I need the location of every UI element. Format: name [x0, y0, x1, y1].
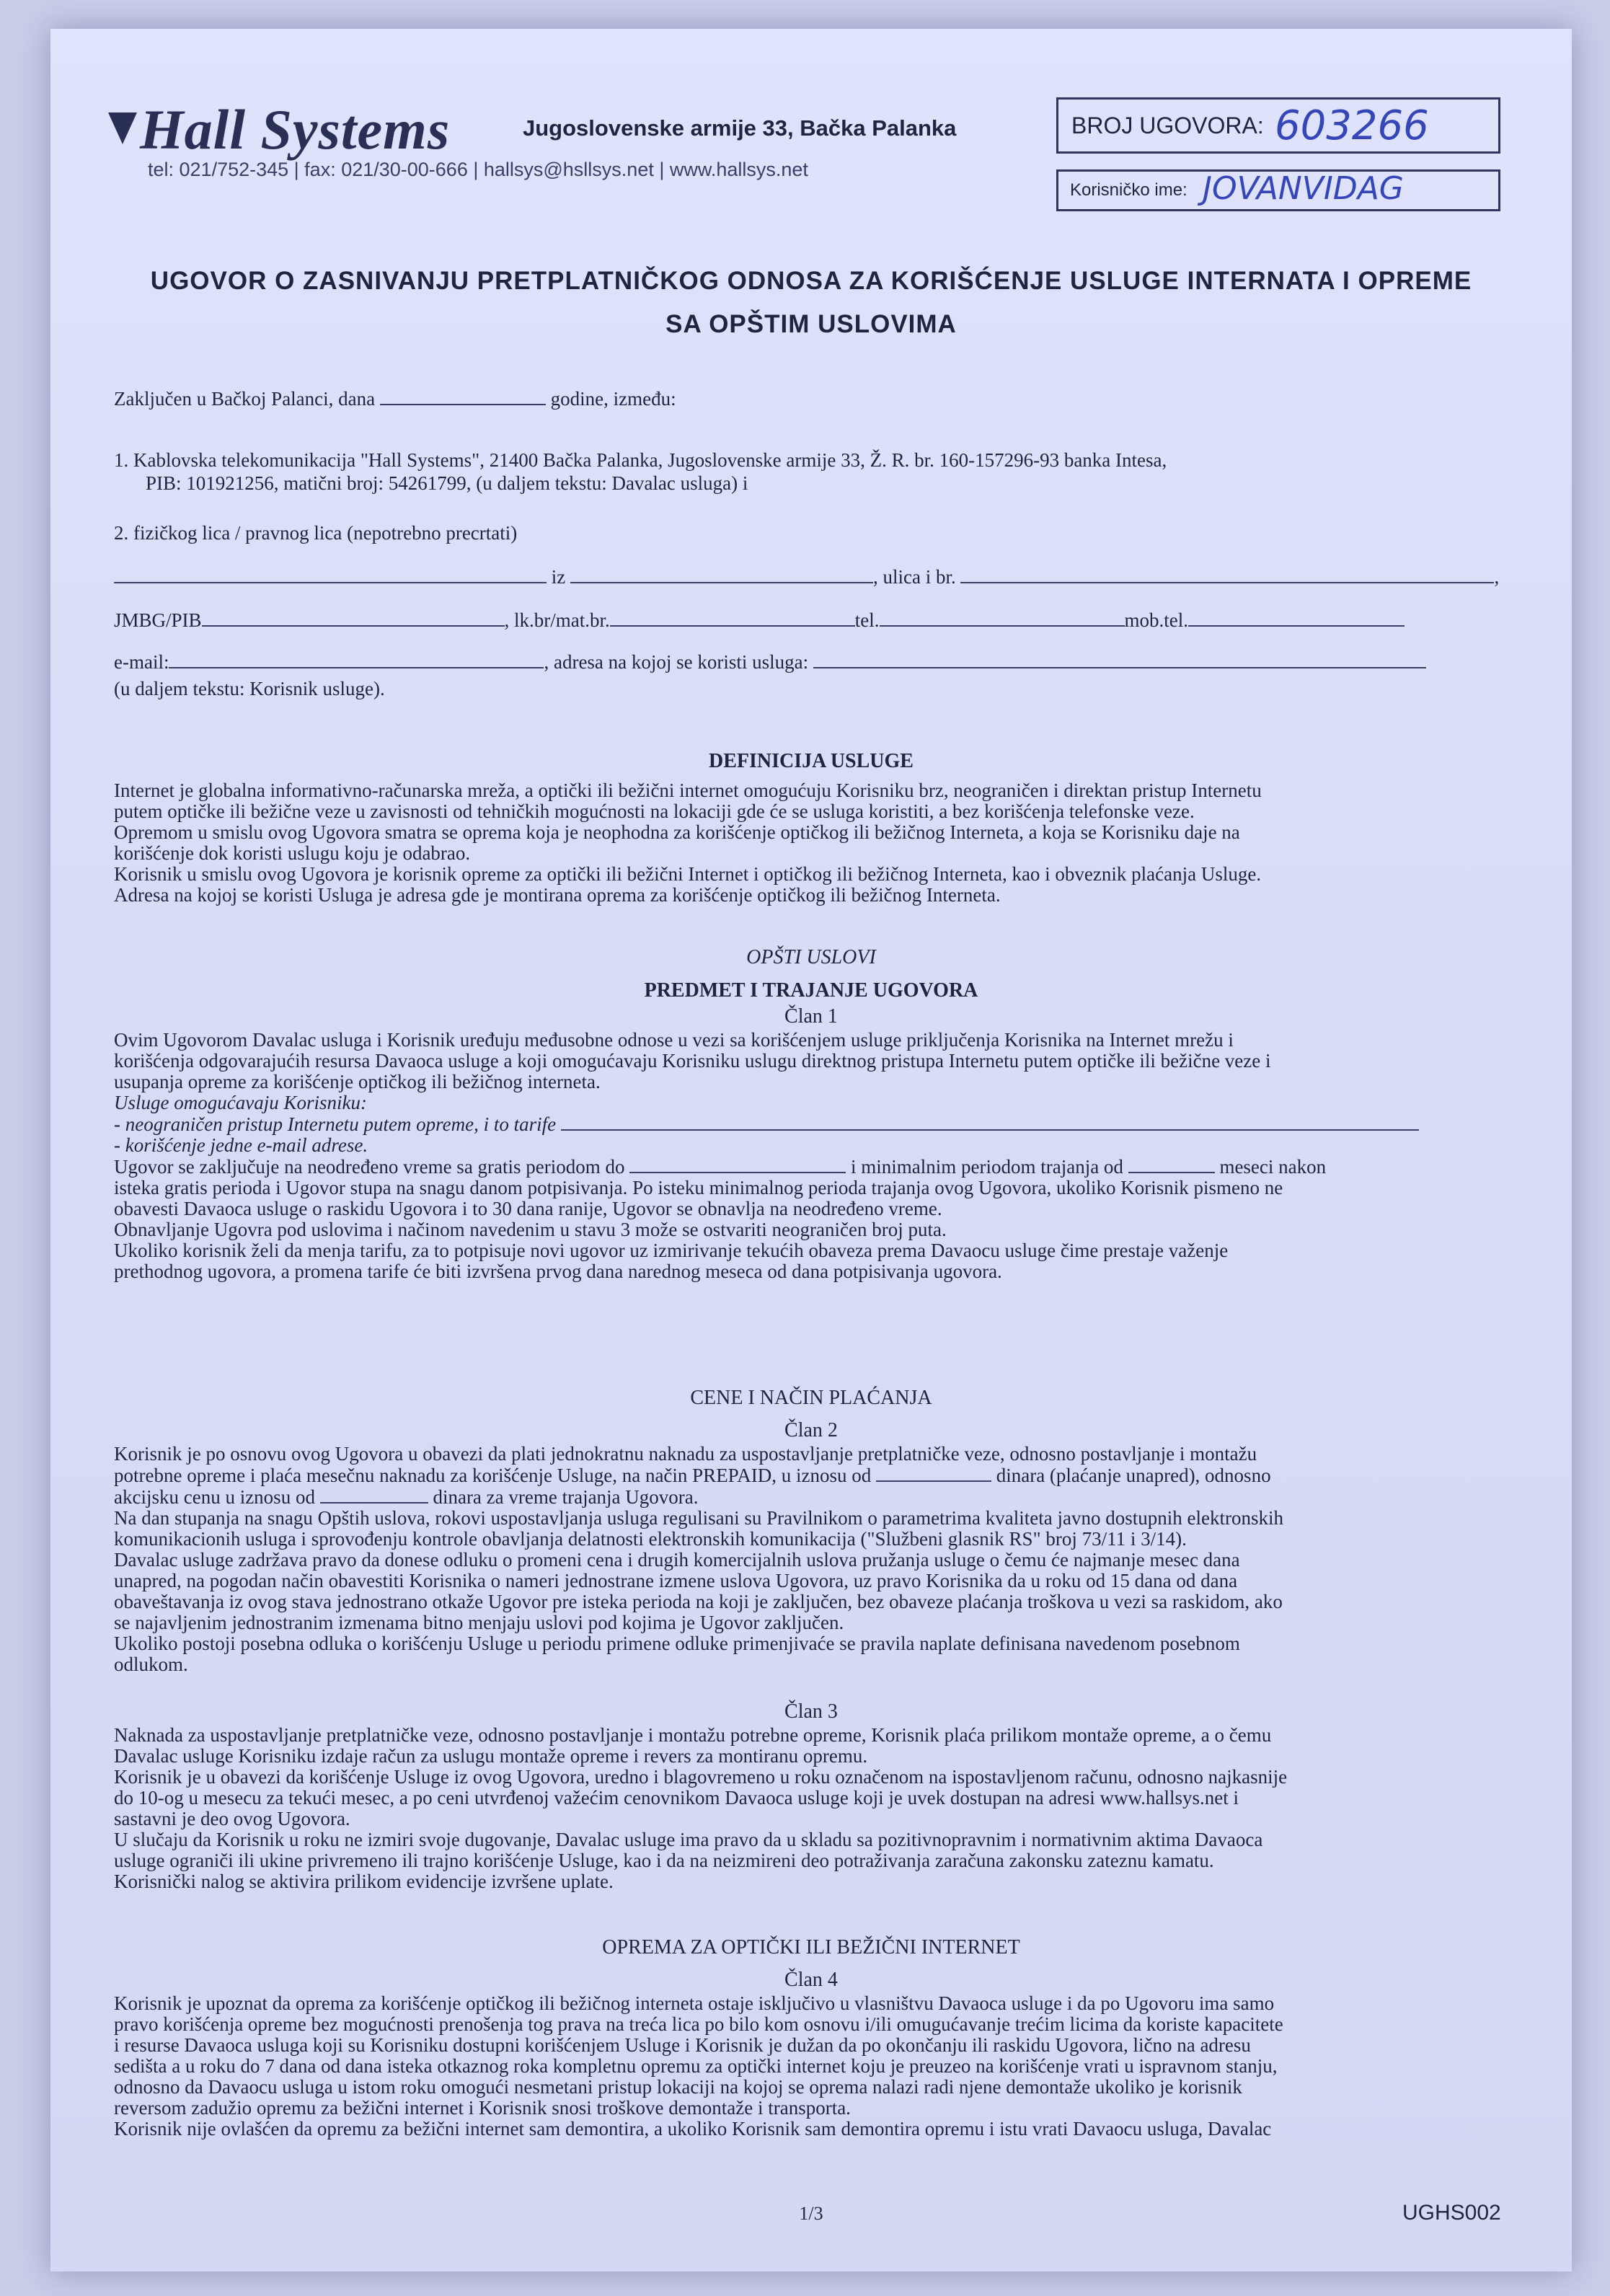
clan2-action-price-line: akcijsku cenu u iznosu od dinara za vreme trajanja Ugovora.	[114, 1486, 699, 1508]
predmet-heading: PREDMET I TRAJANJE UGOVORA	[644, 979, 978, 1002]
clan4-line: pravo korišćenja opreme bez mogućnosti prenošenja tog prava na treća lica po bilo kom osnovu i/ili omugućavanje trećim licima da koriste kapacitete	[114, 2013, 1283, 2035]
clan3-text	[114, 1725, 1520, 1892]
clan1-line: isteka gratis perioda i Ugovor stupa na snagu danom potpisivanja. Po isteku minimalnog perioda trajanja ovog Ugovora, ukoliko Korisnik pismeno ne	[114, 1177, 1283, 1198]
clan4-line: Korisnik nije ovlašćen da opremu za bežični internet sam demontira, a ukoliko Korisnik sam demontira opremu i istu vrati Davaocu usluga, Davalac	[114, 2118, 1272, 2140]
clan1-line: Ovim Ugovorom Davalac usluga i Korisnik uređuju međusobne odnose u vezi sa korišćenjem usluge priključenja Korisnika na Internet mrežu i	[114, 1029, 1234, 1051]
clan2-line: Davalac usluge zadržava pravo da donese odluku o promeni cena i drugih komercijalnih uslova pružanja usluge o čemu će najmanje mesec dana	[114, 1549, 1240, 1571]
page-number: 1/3	[799, 2203, 823, 2224]
contract-number-label: BROJ UGOVORA:	[1071, 112, 1264, 138]
bullet-email: - korišćenje jedne e-mail adrese.	[114, 1134, 368, 1156]
username-box	[1056, 169, 1500, 211]
omogucavaju-line: Usluge omogućavaju Korisniku:	[114, 1092, 367, 1113]
username-label: Korisničko ime:	[1070, 180, 1187, 200]
definicija-text	[114, 780, 1520, 906]
clan3-line: Korisnički nalog se aktivira prilikom evidencije izvršene uplate.	[114, 1871, 614, 1892]
address-fields-line: iz , ulica i br. ,	[114, 566, 1499, 588]
definicija-line: Korisnik u smislu ovog Ugovora je korisnik opreme za optički ili bežični Internet i optičkog ili bežičnog Interneta, kao i obveznik plaćanja Usluge.	[114, 863, 1262, 885]
clan2-line: odlukom.	[114, 1653, 188, 1675]
clan2-text	[114, 1444, 1520, 1675]
clan1-line: prethodnog ugovora, a promena tarife će biti izvršena prvog dana narednog meseca od dana potpisivanja ugovora.	[114, 1260, 1002, 1282]
cene-heading: CENE I NAČIN PLAĆANJA	[690, 1387, 932, 1409]
definicija-line: putem optičke ili bežične veze u zavisnosti od tehničkih mogućnosti na lokaciji gde će se usluga koristiti, a bez korišćenja telefonske veze.	[114, 800, 1195, 822]
clan1-line: korišćenja odgovarajućih resursa Davaoca usluge a koji omogućavaju Korisniku uslugu direktnog pristupa Internetu putem optičke ili bežične veze i	[114, 1050, 1271, 1072]
clan1-label: Član 1	[784, 1005, 838, 1028]
clan1-line: Obnavljanje Ugovra pod uslovima i načinom navedenim u stavu 3 može se ostvariti neograničen broj puta.	[114, 1219, 947, 1240]
clan2-line: komunikacionih usluga i sprovođenju kontrole obavljanja delatnosti elektronskih komunikacija ("Službeni glasnik RS" broj 73/11 i 3/14).	[114, 1528, 1187, 1550]
clan2-line: se najavljenim jednostranim izmenama bitno menjaju uslovi pod kojima je Ugovor zaključen.	[114, 1612, 844, 1633]
clan1-line: Ukoliko korisnik želi da menja tarifu, za to potpisuje novi ugovor uz izmirivanje tekućih obaveza prema Davaocu usluge čime prestaje važenje	[114, 1240, 1229, 1261]
gratis-line: Ugovor se zaključuje na neodređeno vreme sa gratis periodom do i minimalnim periodom trajanja od meseci nakon	[114, 1156, 1327, 1178]
document-code: UGHS002	[1402, 2201, 1501, 2225]
clan3-line: do 10-og u mesecu za tekući mesec, a po ceni utvrđenoj važećim cenovnikom Davaoca usluge koji je uvek dostupan na adresi www.hallsys.net i	[114, 1787, 1239, 1809]
contract-number-value: 603266	[1275, 102, 1429, 149]
clan3-line: U slučaju da Korisnik u roku ne izmiri svoje dugovanje, Davalac usluge ima pravo da u skladu sa pozitivnopravnim i normativnim aktima Davaoca	[114, 1829, 1263, 1850]
email-fields-line: e-mail: , adresa na kojoj se koristi usluga:	[114, 651, 1426, 674]
clan4-line: odnosno da Davaocu usluga u istom roku omogući nesmetani pristup lokaciji na kojoj se oprema nalazi radi njene demontaže ukoliko je korisnik	[114, 2076, 1242, 2098]
clan3-line: usluge ograniči ili ukine privremeno ili trajno korišćenje Usluge, kao i da na neizmireni deo potraživanja zaračuna zakonsku zateznu kamatu.	[114, 1850, 1214, 1871]
clan3-line: Naknada za uspostavljanje pretplatničke veze, odnosno postavljanje i montažu potrebne opreme, Korisnik plaća prilikom montaže opreme, a o čemu	[114, 1724, 1272, 1746]
clan4-line: Korisnik je upoznat da oprema za korišćenje optičkog ili bežičnog interneta ostaje isključivo u vlasništvu Davaoca usluge i da po Ugovoru ima samo	[114, 1992, 1275, 2014]
clan2-line: unapred, na pogodan način obavestiti Korisnika o nameri jednostrane izmene uslova Ugovora, uz pravo Korisnika da u roku od 15 dana od dana	[114, 1570, 1238, 1591]
bullet-tarife: - neograničen pristup Internetu putem opreme, i to tarife	[114, 1113, 1520, 1135]
clan4-line: reversom zadužio opremu za bežični internet i Korisnik snosi troškove demontaže i transporta.	[114, 2097, 851, 2119]
clan4-line: i resurse Davaoca usluga koji su Korisniku dostupni korišćenjem Usluge i Korisnik je dužan da po okončanju ili raskidu Ugovora, lično na adresu	[114, 2034, 1251, 2056]
logo-triangle-icon	[108, 112, 137, 144]
clan1-text	[114, 1030, 1520, 1282]
clan1-line: obavesti Davaoca usluge o raskidu Ugovora i to 30 dana ranije, Ugovor se obnavlja na neodređeno vreme.	[114, 1198, 942, 1219]
clan1-line: usupanja opreme za korišćenje optičkog ili bežičnog interneta.	[114, 1071, 601, 1092]
clan2-label: Član 2	[784, 1419, 838, 1441]
clan4-text	[114, 1993, 1520, 2140]
clan4-label: Član 4	[784, 1969, 838, 1991]
definicija-line: Internet je globalna informativno-računarska mreža, a optički ili bežični internet omogućuju Korisniku brz, neograničen i direktan pristup Internetu	[114, 780, 1262, 801]
clan2-line: Korisnik je po osnovu ovog Ugovora u obavezi da plati jednokratnu naknadu za uspostavljanje pretplatničke veze, odnosno postavljanje i montažu	[114, 1443, 1257, 1465]
clan3-line: Davalac usluge Korisniku izdaje račun za uslugu montaže opreme i revers za montiranu opremu.	[114, 1745, 868, 1767]
id-fields-line: JMBG/PIB , lk.br/mat.br. tel. mob.tel.	[114, 609, 1405, 632]
concluded-line: Zaključen u Bačkoj Palanci, dana godine, između:	[114, 388, 676, 410]
company-address: Jugoslovenske armije 33, Bačka Palanka	[523, 115, 957, 141]
company-contact: tel: 021/752-345 | fax: 021/30-00-666 | hallsys@hsllsys.net | www.hallsys.net	[148, 159, 808, 180]
opsti-uslovi-heading: OPŠTI USLOVI	[746, 946, 876, 968]
clan3-line: Korisnik je u obavezi da korišćenje Usluge iz ovog Ugovora, uredno i blagovremeno u roku označenom na ispostavljenom računu, odnosno najkasnije	[114, 1766, 1288, 1788]
clan2-line: obaveštavanja iz ovog stava jednostrano otkaže Ugovor pre isteka perioda na koji je zaključen, bez obaveze plaćanja troškova u vezi sa raskidom, ako	[114, 1591, 1283, 1612]
party1-line1: 1. Kablovska telekomunikacija "Hall Systems", 21400 Bačka Palanka, Jugoslovenske armije 33, Ž. R. br. 160-157296-93 banka Intesa,	[114, 449, 1167, 471]
company-logo: Hall Systems	[108, 97, 450, 162]
clan4-line: sedišta a u roku do 7 dana od dana isteka otkaznog roka kompletnu opremu za optički internet koju je preuzeo na korišćenje vrati u ispravnom stanju,	[114, 2055, 1278, 2077]
contract-number-box	[1056, 97, 1500, 154]
oprema-heading: OPREMA ZA OPTIČKI ILI BEŽIČNI INTERNET	[602, 1936, 1020, 1959]
username-value: JOVANVIDAG	[1203, 170, 1404, 207]
party2-line: 2. fizičkog lica / pravnog lica (nepotrebno precrtati)	[114, 522, 518, 544]
clan3-line: sastavni je deo ovog Ugovora.	[114, 1808, 350, 1829]
party1-line2: PIB: 101921256, matični broj: 54261799, (u daljem tekstu: Davalac usluga) i	[146, 472, 748, 494]
document-title-line1: UGOVOR O ZASNIVANJU PRETPLATNIČKOG ODNOSA ZA KORIŠĆENJE USLUGE INTERNATA I OPREME	[150, 267, 1472, 295]
definicija-line: Adresa na kojoj se koristi Usluga je adresa gde je montirana oprema za korišćenje optičkog ili bežičnog Interneta.	[114, 884, 1001, 906]
clan2-line: Ukoliko postoji posebna odluka o korišćenju Usluge u periodu primene odluke primenjivaće se pravila naplate definisana navedenom posebnom	[114, 1633, 1240, 1654]
korisnik-note: (u daljem tekstu: Korisnik usluge).	[114, 678, 385, 699]
document-title-line2: SA OPŠTIM USLOVIMA	[665, 310, 957, 338]
definicija-heading: DEFINICIJA USLUGE	[709, 750, 914, 772]
definicija-line: korišćenje dok koristi uslugu koju je odabrao.	[114, 842, 471, 864]
document-page	[50, 29, 1572, 2271]
clan3-label: Član 3	[784, 1700, 838, 1723]
definicija-line: Opremom u smislu ovog Ugovora smatra se oprema koja je neophodna za korišćenje optičkog ili bežičnog Interneta, a koja se Korisniku daje na	[114, 821, 1240, 843]
clan2-line: Na dan stupanja na snagu Opštih uslova, rokovi uspostavljanja usluga regulisani su Pravilnikom o parametrima kvaliteta javno dostupnih elektronskih	[114, 1507, 1283, 1529]
clan2-price-line: potrebne opreme i plaća mesečnu naknadu za korišćenje Usluge, na način PREPAID, u iznosu od dinara (plaćanje unapred), odnosno	[114, 1465, 1271, 1486]
